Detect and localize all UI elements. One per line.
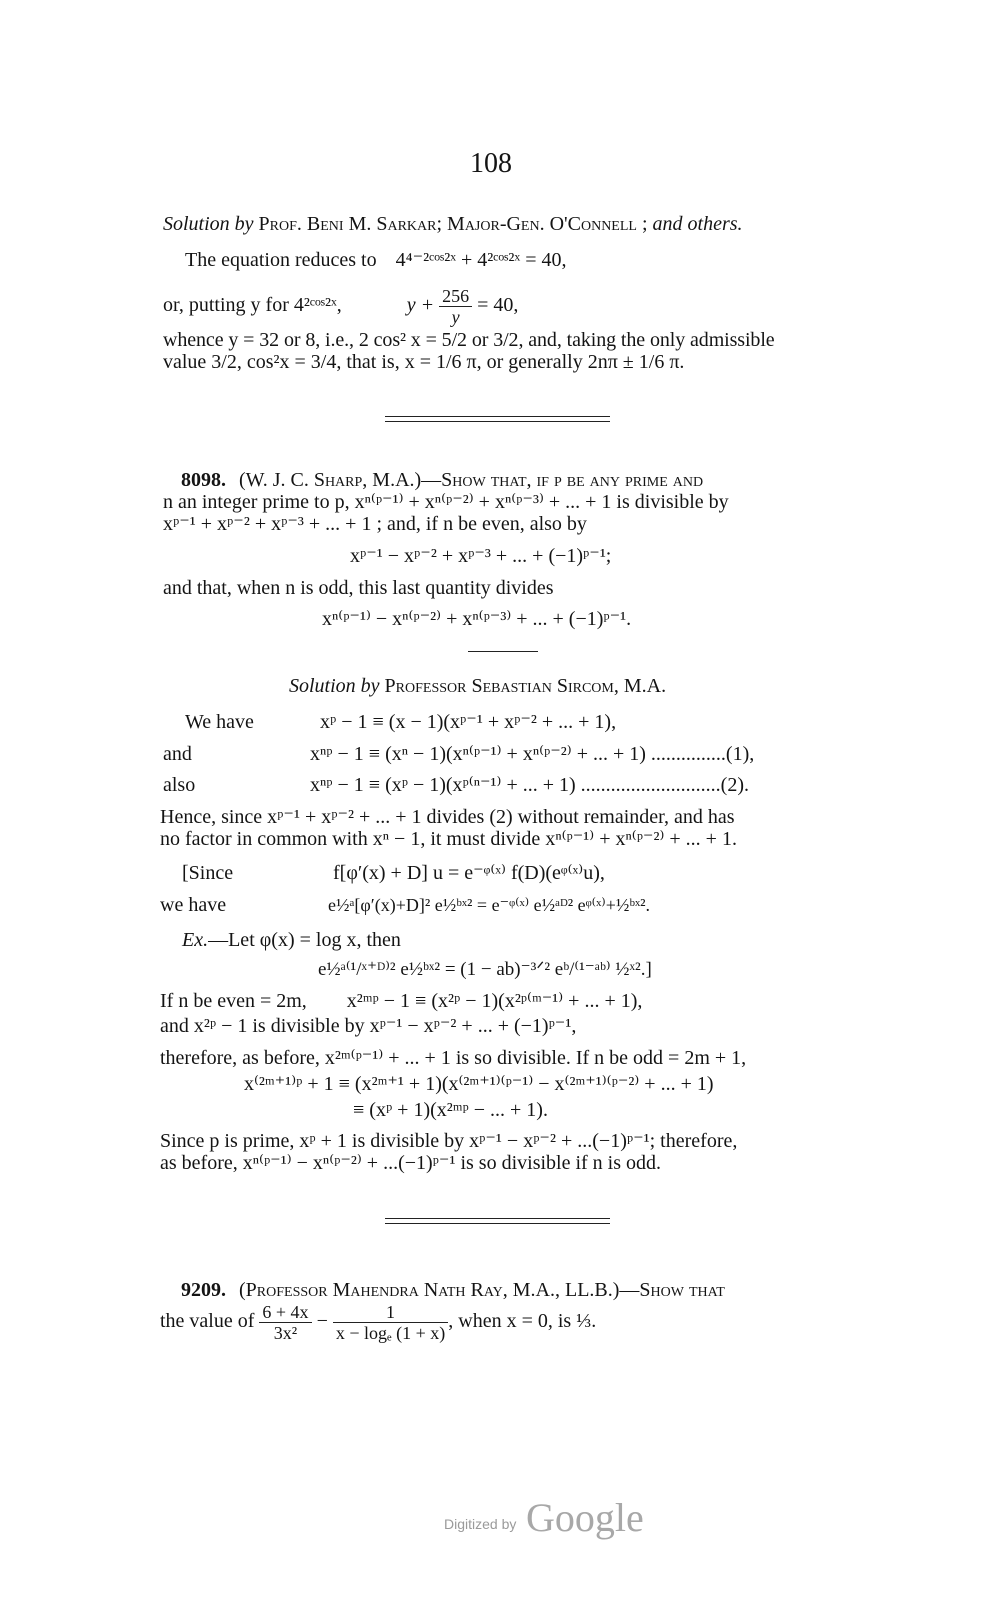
equation-line — [185, 248, 566, 272]
fraction-denominator: x − logₑ (1 + x) — [335, 1322, 446, 1343]
display-equation: x⁽²ᵐ⁺¹⁾ᵖ + 1 ≡ (x²ᵐ⁺¹ + 1)(x⁽²ᵐ⁺¹⁾⁽ᵖ⁻¹⁾ − x⁽²ᵐ⁺¹⁾⁽ᵖ⁻²⁾ + ... + 1) — [244, 1073, 714, 1095]
byline-prefix: Solution by — [163, 213, 254, 235]
fraction-denominator: y — [451, 306, 460, 327]
section-divider — [385, 1223, 610, 1224]
derivation-equation: e½ᵃ⁽¹/ˣ⁺ᴰ⁾² e½ᵇˣ² = (1 − ab)⁻³ᐟ² eᵇ/⁽¹⁻ᵃᵇ⁾ ½ˣ².] — [318, 959, 652, 980]
page-number: 108 — [470, 148, 512, 179]
text-line: Hence, since xᵖ⁻¹ + xᵖ⁻² + ... + 1 divides (2) without remainder, and has — [160, 806, 735, 828]
short-divider — [468, 651, 538, 652]
substitution-text: or, putting y for 4²ᶜᵒˢ²ˣ, — [163, 294, 342, 316]
fraction — [259, 1302, 311, 1343]
display-equation: xᵖ⁻¹ − xᵖ⁻² + xᵖ⁻³ + ... + (−1)ᵖ⁻¹; — [350, 545, 612, 567]
minus-sign: − — [316, 1310, 328, 1332]
body-text: the value of — [160, 1310, 255, 1332]
rhs: = 40, — [477, 294, 519, 316]
byline-suffix: and others. — [652, 213, 743, 235]
text-line: and that, when n is odd, this last quantity divides — [163, 577, 554, 599]
substitution-equation — [407, 283, 519, 327]
derivation-label: [Since — [182, 862, 234, 884]
google-watermark-logo: Google — [526, 1495, 644, 1540]
fraction-denominator: 3x² — [273, 1322, 298, 1343]
text-line: as before, xⁿ⁽ᵖ⁻¹⁾ − xⁿ⁽ᵖ⁻²⁾ + ...(−1)ᵖ⁻¹ is so divisible if n is odd. — [160, 1152, 662, 1174]
question-body — [160, 1297, 596, 1345]
digitized-by-label: Digitized by — [444, 1516, 517, 1532]
display-equation: ≡ (xᵖ + 1)(x²ᵐᵖ − ... + 1). — [353, 1099, 548, 1121]
fraction — [333, 1302, 448, 1343]
text-line: therefore, as before, x²ᵐ⁽ᵖ⁻¹⁾ + ... + 1 is so divisible. If n be odd = 2m + 1, — [160, 1047, 747, 1069]
text-line: xᵖ⁻¹ + xᵖ⁻² + xᵖ⁻³ + ... + 1 ; and, if n be even, also by — [163, 513, 587, 535]
fraction-numerator: 6 + 4x — [259, 1302, 311, 1323]
text-line: no factor in common with xⁿ − 1, it must divide xⁿ⁽ᵖ⁻¹⁾ + xⁿ⁽ᵖ⁻²⁾ + ... + 1. — [160, 828, 737, 850]
fraction-numerator: 256 — [439, 286, 472, 307]
byline-authors: Professor Sebastian Sircom, M.A. — [384, 675, 667, 697]
text-line: whence y = 32 or 8, i.e., 2 cos² x = 5/2 or 3/2, and, taking the only admissible — [163, 329, 775, 351]
text-line: Since p is prime, xᵖ + 1 is divisible by xᵖ⁻¹ − xᵖ⁻² + ...(−1)ᵖ⁻¹; therefore, — [160, 1130, 738, 1152]
equation-text: The equation reduces to — [185, 249, 377, 271]
byline-authors: Prof. Beni M. Sarkar; Major-Gen. O'Connell ; — [258, 213, 648, 235]
solution-byline — [163, 212, 743, 236]
derivation-label: and — [163, 743, 192, 765]
derivation-equation: xⁿᵖ − 1 ≡ (xⁿ − 1)(xⁿ⁽ᵖ⁻¹⁾ + xⁿ⁽ᵖ⁻²⁾ + ... + 1) ...............(1), — [310, 743, 755, 765]
question-header — [181, 468, 703, 492]
text-line: and x²ᵖ − 1 is divisible by xᵖ⁻¹ − xᵖ⁻² + ... + (−1)ᵖ⁻¹, — [160, 1015, 577, 1037]
text-line: n an integer prime to p, xⁿ⁽ᵖ⁻¹⁾ + xⁿ⁽ᵖ⁻²⁾ + xⁿ⁽ᵖ⁻³⁾ + ... + 1 is divisible by — [163, 491, 729, 513]
section-divider — [385, 1218, 610, 1219]
example-text: —Let φ(x) = log x, then — [208, 929, 401, 951]
derivation-equation: e½ᵃ[φ′(x)+D]² e½ᵇˣ² = e⁻ᵠ⁽ˣ⁾ e½ᵃᴰ² eᵠ⁽ˣ⁾+½ᵇˣ². — [328, 895, 651, 915]
derivation-label: we have — [160, 894, 227, 916]
question-number: 8098. — [181, 469, 226, 491]
question-number: 9209. — [181, 1279, 226, 1301]
solution-byline — [289, 674, 666, 698]
text-line: If n be even = 2m, x²ᵐᵖ − 1 ≡ (x²ᵖ − 1)(x²ᵖ⁽ᵐ⁻¹⁾ + ... + 1), — [160, 990, 643, 1012]
display-equation: xⁿ⁽ᵖ⁻¹⁾ − xⁿ⁽ᵖ⁻²⁾ + xⁿ⁽ᵖ⁻³⁾ + ... + (−1)ᵖ⁻¹. — [322, 608, 632, 630]
section-divider — [385, 421, 610, 422]
derivation-equation: xⁿᵖ − 1 ≡ (xᵖ − 1)(xᵖ⁽ⁿ⁻¹⁾ + ... + 1) ............................(2). — [310, 774, 749, 796]
question-header-text: (W. J. C. Sharp, M.A.)—Show that, if p be any prime and — [239, 469, 704, 491]
lhs: y + — [406, 294, 435, 316]
derivation-label: also — [163, 774, 196, 796]
byline-prefix: Solution by — [289, 675, 380, 697]
question-header-text: (Professor Mahendra Nath Ray, M.A., LL.B.)—Show that — [239, 1279, 725, 1301]
example-line — [182, 928, 401, 952]
derivation-label: We have — [185, 711, 254, 733]
substitution-line — [163, 283, 518, 327]
example-label: Ex. — [182, 929, 209, 951]
section-divider — [385, 416, 610, 417]
fraction-numerator: 1 — [333, 1302, 448, 1323]
text-line: value 3/2, cos²x = 3/4, that is, x = 1/6 π, or generally 2nπ ± 1/6 π. — [163, 351, 685, 373]
derivation-equation: f[φ′(x) + D] u = e⁻ᵠ⁽ˣ⁾ f(D)(eᵠ⁽ˣ⁾u), — [333, 862, 605, 884]
derivation-equation: xᵖ − 1 ≡ (x − 1)(xᵖ⁻¹ + xᵖ⁻² + ... + 1), — [320, 711, 617, 733]
equation-math: 4⁴⁻²ᶜᵒˢ²ˣ + 4²ᶜᵒˢ²ˣ = 40, — [395, 249, 567, 271]
body-text: , when x = 0, is ⅓. — [448, 1310, 597, 1332]
fraction — [439, 286, 472, 327]
